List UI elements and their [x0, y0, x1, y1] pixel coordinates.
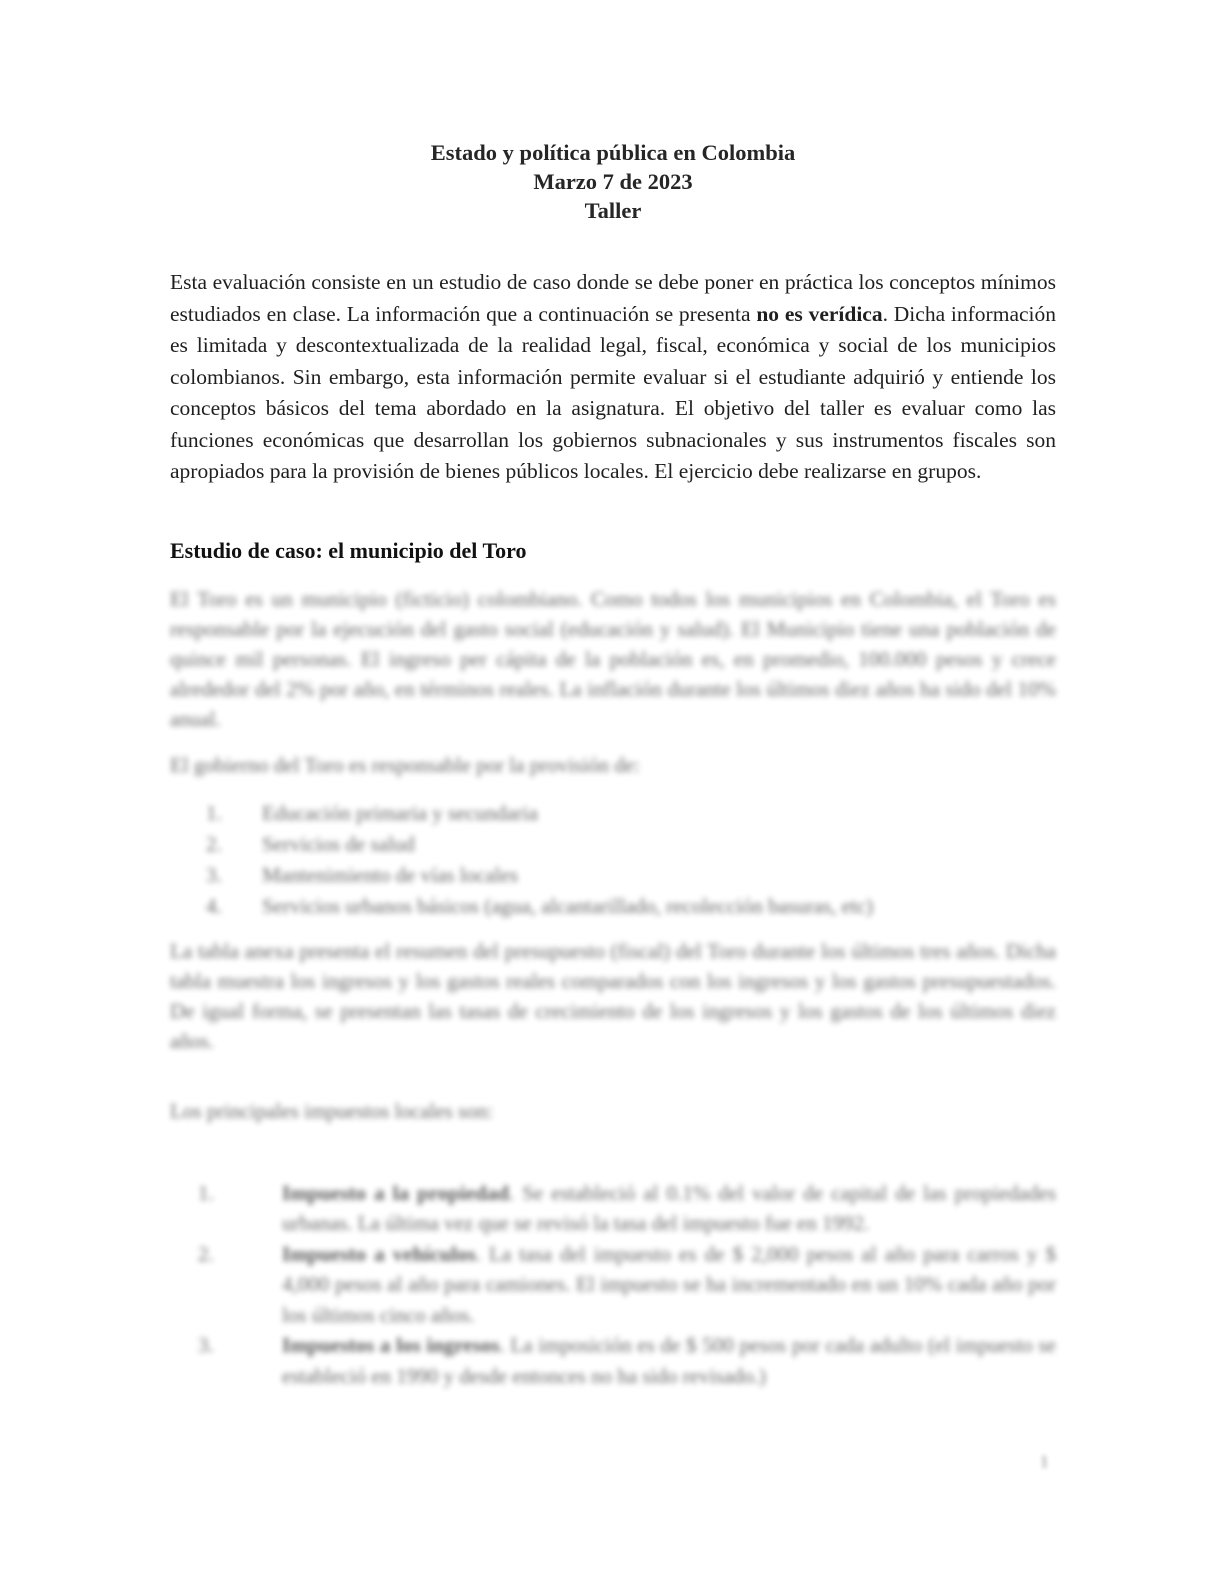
list-item-number: 1.	[198, 1180, 214, 1205]
intro-text-1: Esta evaluación consiste en un estudio de caso donde se debe poner en práctica los conceptos mínimos estudiados en clase. La información que a continuación se presenta	[170, 270, 1056, 326]
list-item-label: Servicios urbanos básicos (agua, alcantarillado, recolección basuras, etc)	[262, 893, 874, 918]
document-date: Marzo 7 de 2023	[533, 169, 693, 194]
list-item	[170, 860, 1056, 891]
document-page	[170, 0, 1056, 1391]
case-study-heading: Estudio de caso: el municipio del Toro	[170, 537, 527, 563]
list-item	[170, 1330, 1056, 1391]
list-item-number: 2.	[206, 831, 222, 856]
budget-note-paragraph-blurred: La tabla anexa presenta el resumen del presupuesto (fiscal) del Toro durante los últimos tres años. Dicha tabla muestra los ingresos y los gastos reales comparados con los ingresos y los gastos presupuestados. De igual forma, se presentan las tasas de crecimiento de los ingresos y los gastos de los últimos diez años.	[170, 938, 1056, 1053]
intro-paragraph	[170, 267, 1056, 488]
list-item-label: Mantenimiento de vías locales	[262, 862, 519, 887]
responsibilities-intro-blurred: El gobierno del Toro es responsable por la provisión de:	[170, 752, 640, 777]
list-item-text	[282, 1330, 1056, 1391]
list-item	[170, 1178, 1056, 1239]
document-title: Estado y política pública en Colombia	[430, 140, 796, 165]
tax-description: . Se estableció al 0.1% del valor de capital de las propiedades urbanas. La última vez que se revisó la tasa del impuesto fue en 1992.	[282, 1180, 1056, 1235]
document-title-block	[170, 138, 1056, 225]
list-item	[170, 1239, 1056, 1331]
list-item-text	[282, 1239, 1056, 1331]
list-item-label: Servicios de salud	[262, 831, 415, 856]
intro-bold-phrase: no es verídica	[756, 301, 883, 326]
document-subtitle: Taller	[584, 198, 642, 223]
list-item-number: 2.	[198, 1241, 214, 1266]
list-item	[170, 829, 1056, 860]
tax-description: . La tasa del impuesto es de $ 2,000 pesos al año para carros y $ 4,000 pesos al año para camiones. El impuesto se ha incrementado en un 10% cada año por los últimos cinco años.	[282, 1241, 1056, 1327]
case-overview-paragraph-blurred: El Toro es un municipio (ficticio) colombiano. Como todos los municipios en Colombia, el Toro es responsable por la ejecución del gasto social (educación y salud). El Municipio tiene una población de quince mil personas. El ingreso per cápita de la población es, en promedio, 100.000 pesos y crece alrededor del 2% por año, en términos reales. La inflación durante los últimos diez años ha sido del 10% anual.	[170, 586, 1056, 731]
list-item	[170, 891, 1056, 922]
tax-description: . La imposición es de $ 500 pesos por cada adulto (el impuesto se estableció en 1990 y desde entonces no ha sido revisado.)	[282, 1333, 1057, 1388]
list-item-number: 1.	[206, 800, 222, 825]
tax-name: Impuesto a la propiedad	[282, 1180, 509, 1205]
list-item-number: 3.	[206, 862, 222, 887]
page-number: 1	[1040, 1452, 1049, 1471]
list-item-number: 3.	[198, 1333, 214, 1357]
list-item-label: Educación primaria y secundaria	[262, 800, 538, 825]
taxes-intro-blurred: Los principales impuestos locales son:	[170, 1098, 494, 1123]
tax-name: Impuesto a vehículos	[282, 1241, 476, 1266]
taxes-list-blurred	[170, 1178, 1056, 1392]
list-item	[170, 798, 1056, 829]
tax-name: Impuestos a los ingresos	[282, 1333, 500, 1357]
responsibilities-list-blurred	[170, 798, 1056, 922]
list-item-text	[282, 1178, 1056, 1239]
list-item-number: 4.	[206, 893, 222, 918]
intro-text-2: . Dicha información es limitada y descontextualizada de la realidad legal, fiscal, económica y social de los municipios colombianos. Sin embargo, esta información permite evaluar si el estudiante adquirió y entiende los conceptos básicos del tema abordado en la asignatura. El objetivo del taller es evaluar como las funciones económicas que desarrollan los gobiernos subnacionales y sus instrumentos fiscales son apropiados para la provisión de bienes públicos locales. El ejercicio debe realizarse en grupos.	[170, 301, 1056, 483]
